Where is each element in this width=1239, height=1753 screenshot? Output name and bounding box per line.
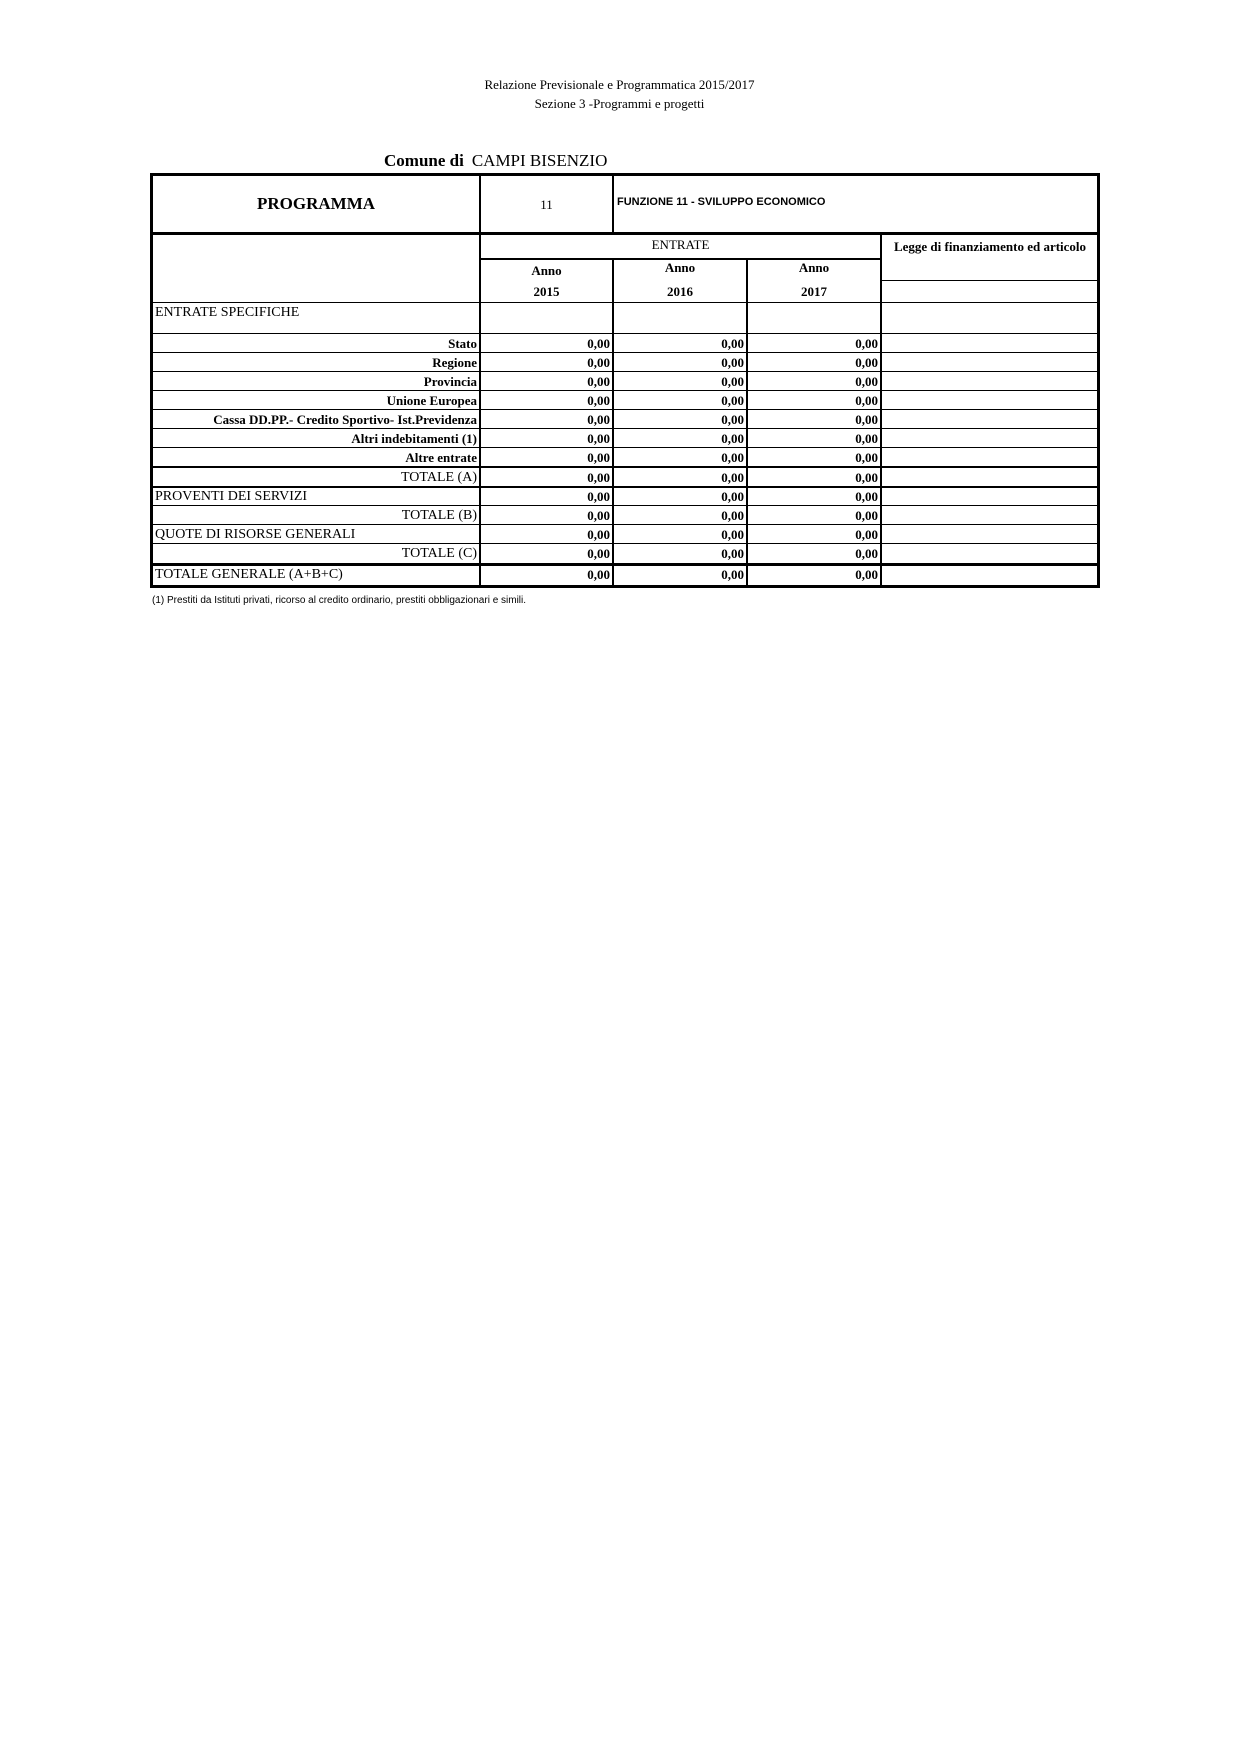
- row-label-altri-indebitamenti: Altri indebitamenti (1): [351, 431, 477, 446]
- programma-label: PROGRAMMA: [256, 194, 376, 213]
- value-cell: 0,00: [587, 355, 610, 370]
- value-cell: 0,00: [855, 412, 878, 427]
- value-cell: 0,00: [855, 431, 878, 446]
- value-cell: 0,00: [587, 374, 610, 389]
- row-sep: [150, 447, 1100, 448]
- value-cell: 0,00: [587, 336, 610, 351]
- value-cell: 0,00: [855, 355, 878, 370]
- legge-header: Legge di finanziamento ed articolo: [893, 239, 1087, 254]
- value-cell: 0,00: [721, 355, 744, 370]
- value-cell: 0,00: [587, 412, 610, 427]
- value-cell: 0,00: [721, 567, 744, 582]
- value-cell: 0,00: [721, 374, 744, 389]
- value-cell: 0,00: [721, 336, 744, 351]
- row-label-totale-c: TOTALE (C): [401, 546, 477, 561]
- value-cell: 0,00: [587, 450, 610, 465]
- table-border-right: [1097, 173, 1100, 588]
- value-cell: 0,00: [855, 470, 878, 485]
- row-label-altre-entrate: Altre entrate: [405, 450, 477, 465]
- row-label-provincia: Provincia: [423, 374, 477, 389]
- anno-year-2017: 2017: [801, 284, 827, 299]
- value-cell: 0,00: [721, 489, 744, 504]
- top-divider-2: [612, 173, 614, 234]
- value-cell: 0,00: [855, 508, 878, 523]
- value-cell: 0,00: [587, 489, 610, 504]
- entrate-header: ENTRATE: [651, 237, 710, 252]
- report-section: Sezione 3 -Programmi e progetti: [534, 96, 705, 111]
- value-cell: 0,00: [855, 527, 878, 542]
- value-cell: 0,00: [587, 393, 610, 408]
- value-cell: 0,00: [721, 431, 744, 446]
- row-label-unione-europea: Unione Europea: [386, 393, 477, 408]
- row-sep: [150, 563, 1100, 566]
- row-sep: [150, 466, 1100, 468]
- anno-year-2015: 2015: [533, 284, 560, 299]
- value-cell: 0,00: [855, 336, 878, 351]
- row-sep: [150, 524, 1100, 525]
- legge-underline: [881, 280, 1099, 281]
- table-border-bottom: [150, 585, 1100, 588]
- comune-label: Comune di: [384, 151, 464, 170]
- row-label-stato: Stato: [448, 336, 477, 351]
- value-cell: 0,00: [587, 567, 610, 582]
- row-sep: [150, 505, 1100, 506]
- comune-heading: [384, 151, 607, 171]
- value-cell: 0,00: [855, 374, 878, 389]
- row-label-proventi-servizi: PROVENTI DEI SERVIZI: [155, 489, 308, 504]
- value-cell: 0,00: [721, 393, 744, 408]
- value-cell: 0,00: [721, 450, 744, 465]
- anno-label-2016: Anno: [664, 260, 696, 275]
- value-cell: 0,00: [721, 412, 744, 427]
- row-sep: [150, 333, 1100, 334]
- table-border-top: [150, 173, 1100, 176]
- anno-label-2015: Anno: [531, 263, 562, 278]
- value-cell: 0,00: [587, 546, 610, 561]
- header-bottom: [150, 302, 1100, 303]
- value-cell: 0,00: [721, 470, 744, 485]
- value-cell: 0,00: [855, 393, 878, 408]
- row-sep: [150, 428, 1100, 429]
- programma-number: 11: [540, 197, 553, 212]
- row-label-quote-risorse: QUOTE DI RISORSE GENERALI: [155, 527, 356, 542]
- value-cell: 0,00: [855, 450, 878, 465]
- comune-name: CAMPI BISENZIO: [471, 151, 608, 170]
- row-label-regione: Regione: [432, 355, 477, 370]
- value-cell: 0,00: [855, 567, 878, 582]
- anno-label-2017: Anno: [798, 260, 830, 275]
- value-cell: 0,00: [855, 489, 878, 504]
- row-label-totale-b: TOTALE (B): [401, 508, 477, 523]
- value-cell: 0,00: [587, 508, 610, 523]
- section-entrate-specifiche: ENTRATE SPECIFICHE: [155, 305, 300, 320]
- row-label-cassa-ddpp: Cassa DD.PP.- Credito Sportivo- Ist.Previdenza: [213, 412, 477, 427]
- anno-year-2016: 2016: [667, 284, 693, 299]
- value-cell: 0,00: [587, 470, 610, 485]
- value-cell: 0,00: [587, 527, 610, 542]
- value-cell: 0,00: [855, 546, 878, 561]
- row-sep: [150, 543, 1100, 544]
- footnote: (1) Prestiti da Istituti privati, ricorso al credito ordinario, prestiti obbligazionari e simili.: [152, 595, 527, 606]
- value-cell: 0,00: [721, 527, 744, 542]
- report-title: Relazione Previsionale e Programmatica 2015/2017: [484, 77, 755, 92]
- row-sep: [150, 409, 1100, 410]
- row-sep: [150, 486, 1100, 488]
- value-cell: 0,00: [721, 546, 744, 561]
- top-row-bottom: [150, 232, 1100, 235]
- row-sep: [150, 390, 1100, 391]
- row-sep: [150, 371, 1100, 372]
- funzione-label: FUNZIONE 11 - SVILUPPO ECONOMICO: [617, 196, 826, 208]
- value-cell: 0,00: [721, 508, 744, 523]
- row-sep: [150, 352, 1100, 353]
- row-label-totale-a: TOTALE (A): [401, 470, 477, 485]
- value-cell: 0,00: [587, 431, 610, 446]
- row-label-totale-generale: TOTALE GENERALE (A+B+C): [155, 567, 343, 582]
